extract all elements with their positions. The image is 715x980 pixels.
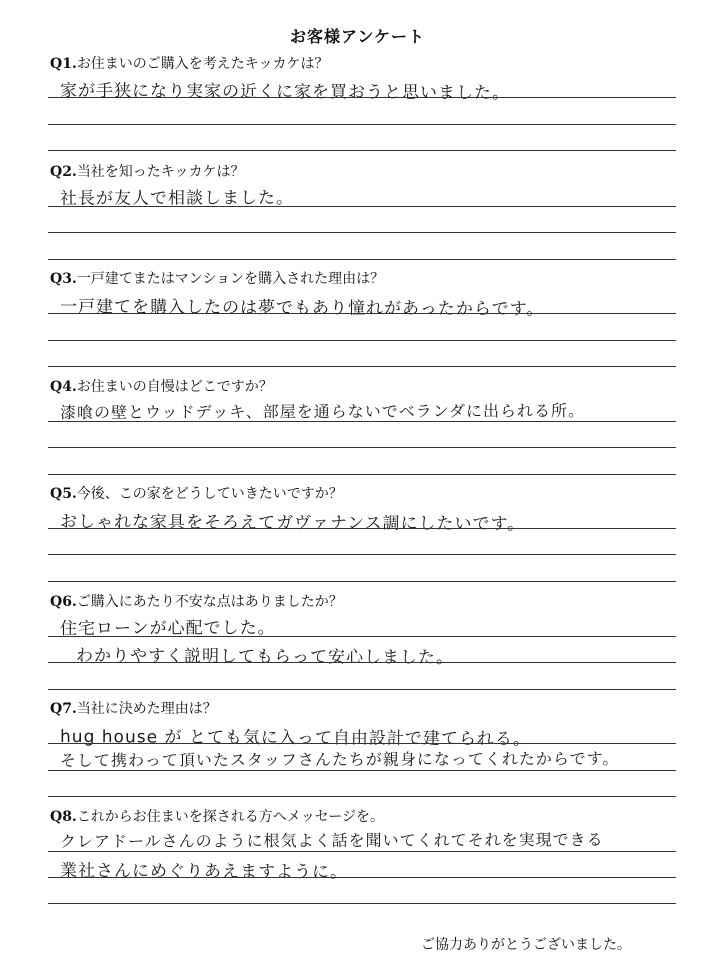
- answer-7-line-1: hug house が とても気に入って自由設計で建てられる。: [60, 727, 531, 750]
- answer-3-line-1: 一戸建てを購入したのは夢でもあり憧れがあったからです。: [60, 297, 545, 320]
- answer-6-line-1: 住宅ローンが心配でした。: [59, 618, 276, 639]
- answer-rule: [48, 851, 676, 852]
- answer-rule: [48, 150, 676, 151]
- answer-rule: [48, 447, 676, 448]
- question-text: 当社を知ったキッカケは？: [76, 164, 245, 180]
- answer-rule: [48, 206, 676, 207]
- answer-rule: [48, 796, 676, 797]
- question-number: Q3.: [50, 271, 77, 287]
- answer-rule: [48, 340, 676, 341]
- answer-rule: [48, 232, 676, 233]
- answer-rule: [48, 366, 676, 367]
- answer-rule: [48, 313, 676, 314]
- answer-rule: [48, 636, 676, 637]
- question-number: Q4.: [50, 379, 77, 395]
- question-text: これからお住まいを探される方へメッセージを。: [76, 809, 384, 825]
- question-7: [50, 698, 217, 718]
- answer-rule: [48, 581, 676, 582]
- answer-6-line-2: わかりやすく説明してもらって安心しました。: [76, 646, 455, 668]
- question-text: ご購入にあたり不安な点はありましたか？: [76, 594, 343, 610]
- question-number: Q8.: [50, 809, 77, 825]
- question-number: Q7.: [50, 701, 77, 717]
- question-6: [50, 591, 343, 611]
- answer-rule: [48, 124, 676, 125]
- answer-rule: [48, 474, 676, 475]
- question-1: [50, 53, 329, 73]
- answer-rule: [48, 259, 676, 260]
- question-text: 今後、この家をどうしていきたいですか？: [76, 486, 343, 502]
- question-number: Q2.: [50, 164, 77, 180]
- closing-message: ご協力ありがとうございました。: [421, 937, 631, 953]
- answer-rule: [48, 689, 676, 690]
- question-text: お住まいの自慢はどこですか？: [76, 379, 273, 395]
- question-8: [50, 806, 384, 826]
- survey-title: お客様アンケート: [289, 27, 426, 46]
- question-2: [50, 161, 245, 181]
- answer-rule: [48, 528, 676, 529]
- answer-rule: [48, 770, 676, 771]
- question-text: 一戸建てまたはマンションを購入された理由は？: [76, 271, 385, 287]
- question-text: お住まいのご購入を考えたキッカケは？: [76, 56, 329, 72]
- answer-rule: [48, 554, 676, 555]
- answer-rule: [48, 421, 676, 422]
- answer-8-line-1: クレアドールさんのように根気よく話を聞いてくれてそれを実現できる: [59, 830, 604, 851]
- question-number: Q1.: [50, 56, 77, 72]
- answer-8-line-2: 業社さんにめぐりあえますように。: [60, 861, 349, 883]
- question-number: Q5.: [50, 486, 77, 502]
- question-text: 当社に決めた理由は？: [76, 701, 217, 717]
- answer-rule: [48, 903, 676, 904]
- question-number: Q6.: [50, 594, 77, 610]
- answer-7-line-2: そして携わって頂いたスタッフさんたちが親身になってくれたからです。: [59, 749, 620, 770]
- answer-rule: [48, 743, 676, 744]
- answer-2-line-1: 社長が友人で相談しました。: [59, 188, 294, 209]
- answer-1-line-1: 家が手狭になり実家の近くに家を買おうと思いました。: [60, 81, 511, 104]
- answer-4-line-1: 漆喰の壁とウッドデッキ、部屋を通らないでベランダに出られる所。: [59, 401, 586, 422]
- answer-rule: [48, 877, 676, 878]
- answer-rule: [48, 97, 676, 98]
- answer-rule: [48, 662, 676, 663]
- question-5: [50, 483, 343, 503]
- answer-5-line-1: おしゃれな家具をそろえてガヴァナンス調にしたいです。: [60, 512, 526, 535]
- question-3: [50, 268, 384, 288]
- question-4: [50, 376, 273, 396]
